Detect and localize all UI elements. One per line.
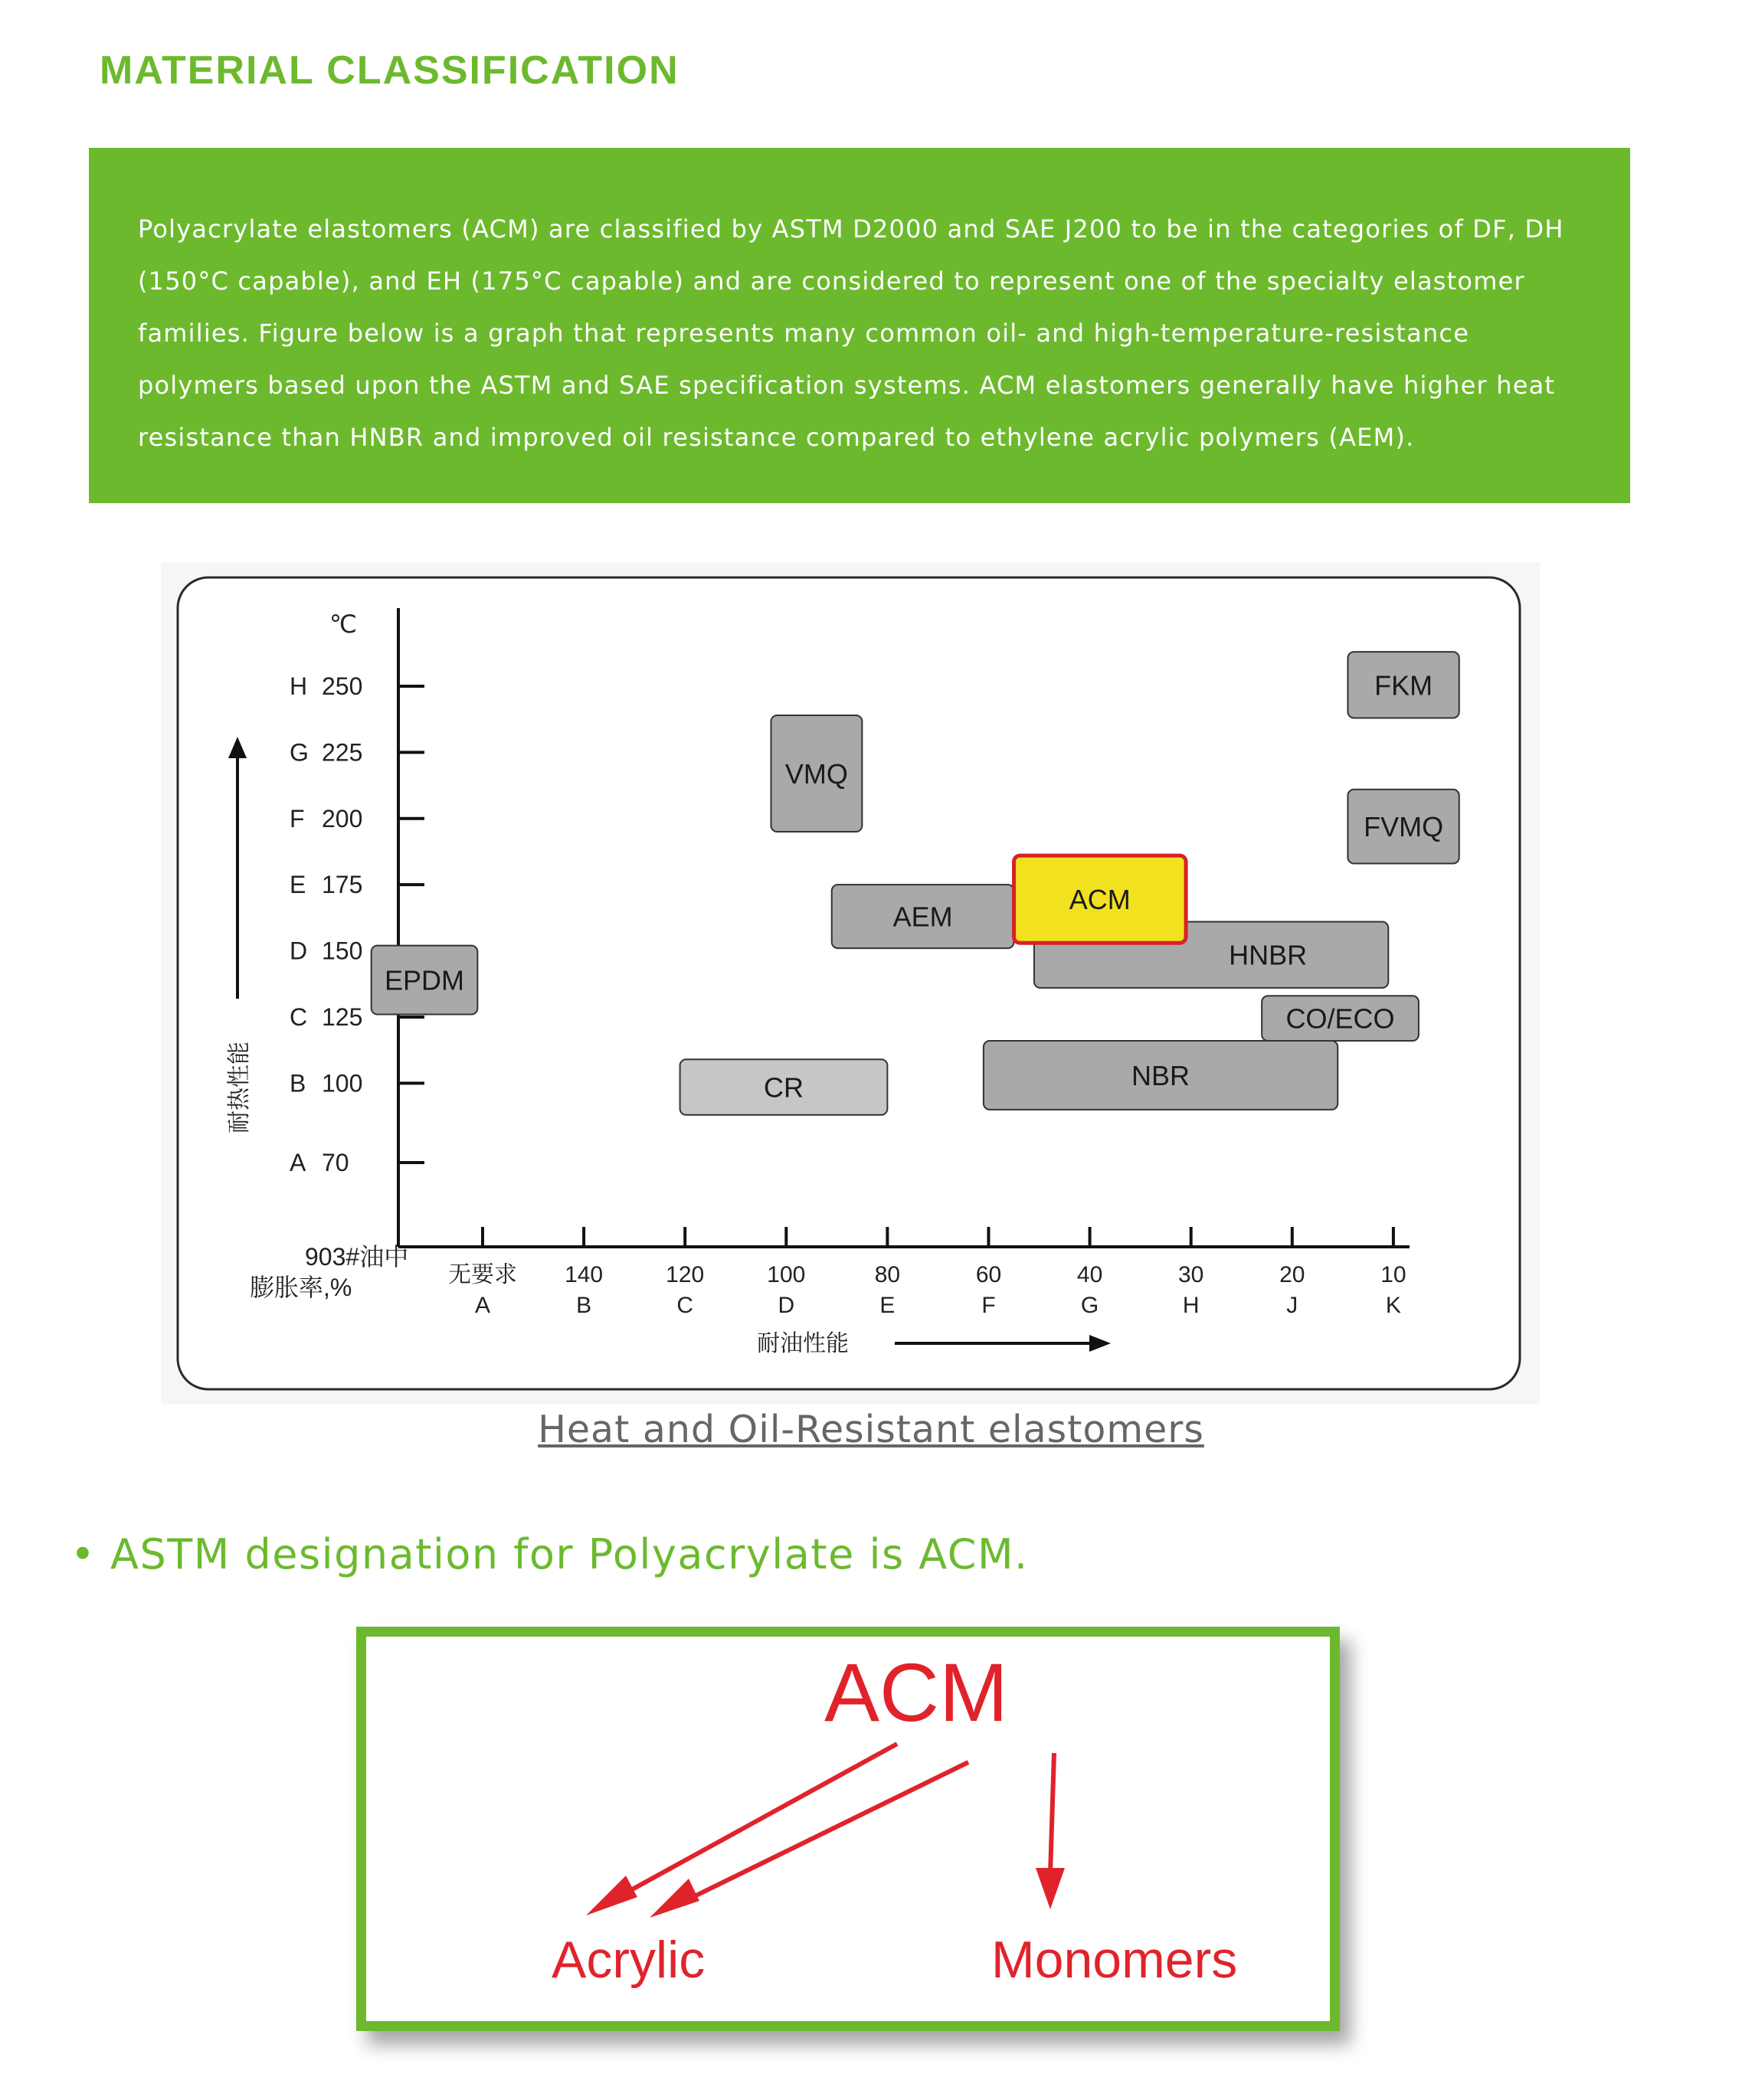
acm-diagram-svg <box>366 1637 1330 2021</box>
y-tick-grade-H: H <box>290 672 308 700</box>
y-tick-grade-C: C <box>290 1003 308 1031</box>
material-label-co-eco: CO/ECO <box>1285 1003 1395 1035</box>
material-label-hnbr: HNBR <box>1229 939 1308 971</box>
x-tick-value-B: 140 <box>565 1262 604 1287</box>
arrow-c-to-acrylic <box>650 1762 968 1918</box>
arrow-m-to-monomers <box>1036 1753 1065 1909</box>
x-tick-value-K: 10 <box>1380 1262 1406 1287</box>
chart-svg <box>161 562 1540 1405</box>
material-label-epdm: EPDM <box>385 964 465 996</box>
intro-panel <box>89 148 1630 503</box>
material-label-acm: ACM <box>1069 884 1131 916</box>
y-tick-value-F: 200 <box>322 804 363 832</box>
acrylic-word: Acrylic <box>552 1931 706 1989</box>
x-tick-grade-F: F <box>981 1293 996 1318</box>
y-tick-value-E: 175 <box>322 871 363 899</box>
x-tick-grade-D: D <box>778 1293 795 1318</box>
y-tick-value-H: 250 <box>322 672 363 700</box>
x-corner-label-1: 903#油中 <box>305 1243 409 1271</box>
x-tick-grade-G: G <box>1080 1293 1099 1318</box>
y-tick-value-B: 100 <box>322 1069 363 1097</box>
x-tick-grade-E: E <box>879 1293 896 1318</box>
page-title: MATERIAL CLASSIFICATION <box>100 48 679 93</box>
y-tick-value-G: 225 <box>322 738 363 767</box>
material-label-vmq: VMQ <box>784 758 848 790</box>
material-label-aem: AEM <box>892 901 953 933</box>
elastomer-chart <box>161 562 1540 1405</box>
y-unit-label: ℃ <box>329 610 357 638</box>
arrow-a-to-acrylic <box>586 1744 897 1915</box>
y-tick-grade-F: F <box>290 804 305 832</box>
x-tick-grade-K: K <box>1385 1293 1401 1318</box>
acm-diagram <box>356 1627 1340 2031</box>
monomers-word: Monomers <box>991 1931 1238 1989</box>
x-tick-value-F: 60 <box>975 1262 1002 1287</box>
x-tick-grade-A: A <box>474 1293 491 1318</box>
x-tick-grade-B: B <box>576 1293 592 1318</box>
x-axis-title: 耐油性能 <box>757 1331 849 1356</box>
material-label-fkm: FKM <box>1374 669 1433 702</box>
x-tick-value-H: 30 <box>1178 1262 1204 1287</box>
chart-caption: Heat and Oil-Resistant elastomers <box>538 1408 1204 1451</box>
x-tick-value-A: 无要求 <box>448 1262 517 1287</box>
y-tick-grade-E: E <box>290 871 306 899</box>
y-tick-grade-G: G <box>290 738 309 767</box>
x-tick-value-E: 80 <box>874 1262 901 1287</box>
astm-bullet: • ASTM designation for Polyacrylate is ACM. <box>70 1530 1029 1578</box>
x-tick-value-D: 100 <box>767 1262 806 1287</box>
y-tick-grade-A: A <box>290 1149 306 1176</box>
x-tick-value-J: 20 <box>1279 1262 1305 1287</box>
x-tick-grade-C: C <box>676 1293 694 1318</box>
y-tick-value-A: 70 <box>322 1149 349 1176</box>
x-corner-label-2: 膨胀率,% <box>250 1274 352 1301</box>
y-tick-grade-D: D <box>290 937 308 965</box>
material-label-fvmq: FVMQ <box>1364 811 1444 843</box>
acm-main-text: ACM <box>824 1646 1008 1739</box>
y-tick-value-D: 150 <box>322 937 363 965</box>
x-tick-value-G: 40 <box>1076 1262 1103 1287</box>
material-label-nbr: NBR <box>1131 1059 1190 1091</box>
x-tick-grade-H: H <box>1182 1293 1200 1318</box>
x-tick-grade-J: J <box>1286 1293 1298 1318</box>
y-axis-title: 耐热性能 <box>227 1042 252 1133</box>
x-tick-value-C: 120 <box>666 1262 705 1287</box>
intro-text: Polyacrylate elastomers (ACM) are classified by ASTM D2000 and SAE J200 to be in the categories of DF, DH (150°C capable), and EH (175°C capable) and are considered to represent one of the specialty elastomer families. Figure below is a graph that represents many common oil- and high-temperature-resistance polymers based upon the ASTM and SAE specification systems. ACM elastomers generally have higher heat resistance than HNBR and improved oil resistance compared to ethylene acrylic polymers (AEM). <box>138 214 1564 452</box>
material-label-cr: CR <box>763 1071 804 1104</box>
y-tick-value-C: 125 <box>322 1003 363 1031</box>
y-tick-grade-B: B <box>290 1069 306 1097</box>
